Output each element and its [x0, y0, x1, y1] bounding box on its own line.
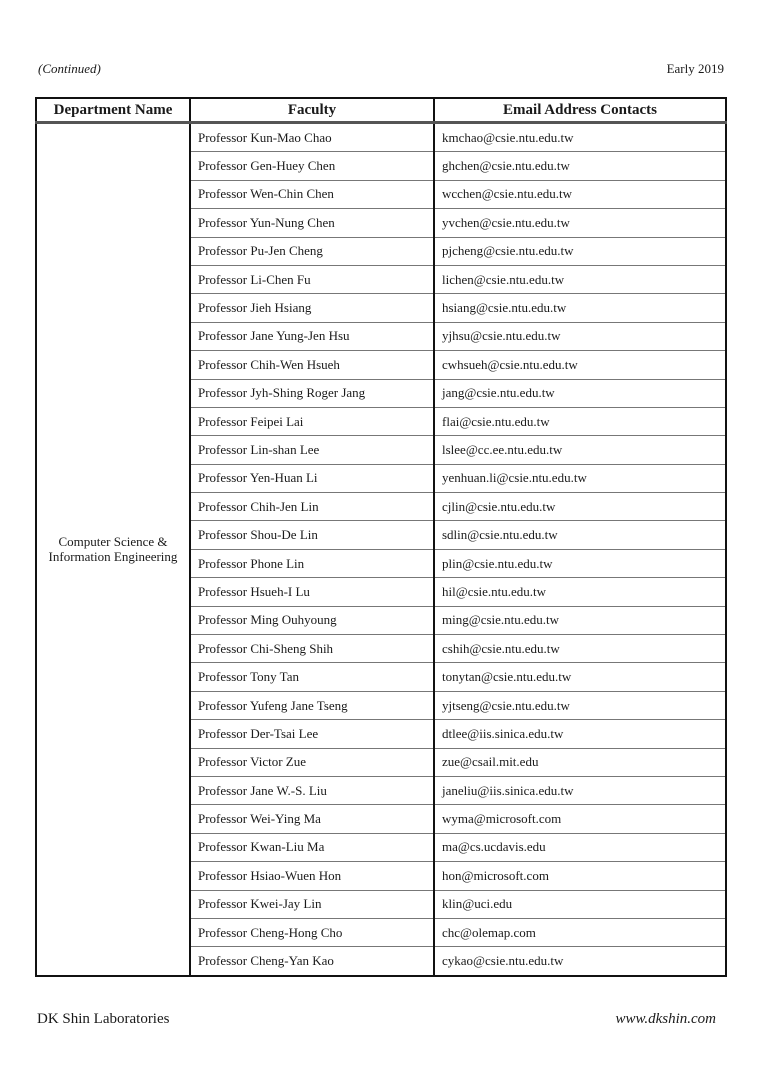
faculty-name-cell: Professor Yen-Huan Li — [190, 464, 434, 492]
column-header-faculty: Faculty — [190, 98, 434, 123]
email-cell[interactable]: jang@csie.ntu.edu.tw — [434, 379, 726, 407]
faculty-name-cell: Professor Der-Tsai Lee — [190, 720, 434, 748]
email-cell[interactable]: yvchen@csie.ntu.edu.tw — [434, 209, 726, 237]
faculty-name-cell: Professor Pu-Jen Cheng — [190, 237, 434, 265]
email-cell[interactable]: plin@csie.ntu.edu.tw — [434, 549, 726, 577]
email-cell[interactable]: yjtseng@csie.ntu.edu.tw — [434, 691, 726, 719]
date-label: Early 2019 — [666, 61, 724, 76]
faculty-name-cell: Professor Yun-Nung Chen — [190, 209, 434, 237]
faculty-name-cell: Professor Jyh-Shing Roger Jang — [190, 379, 434, 407]
email-cell[interactable]: cshih@csie.ntu.edu.tw — [434, 635, 726, 663]
department-name-cell: Computer Science & Information Engineering — [36, 123, 190, 976]
column-header-department: Department Name — [36, 98, 190, 123]
email-cell[interactable]: ma@cs.ucdavis.edu — [434, 833, 726, 861]
faculty-name-cell: Professor Feipei Lai — [190, 407, 434, 435]
faculty-name-cell: Professor Shou-De Lin — [190, 521, 434, 549]
table-body — [36, 123, 726, 976]
faculty-name-cell: Professor Kwan-Liu Ma — [190, 833, 434, 861]
table-row — [36, 123, 726, 152]
email-cell[interactable]: zue@csail.mit.edu — [434, 748, 726, 776]
email-cell[interactable]: cykao@csie.ntu.edu.tw — [434, 947, 726, 976]
faculty-name-cell: Professor Jane W.-S. Liu — [190, 776, 434, 804]
email-cell[interactable]: ghchen@csie.ntu.edu.tw — [434, 152, 726, 180]
email-cell[interactable]: tonytan@csie.ntu.edu.tw — [434, 663, 726, 691]
faculty-name-cell: Professor Victor Zue — [190, 748, 434, 776]
faculty-name-cell: Professor Hsueh-I Lu — [190, 578, 434, 606]
email-cell[interactable]: hon@microsoft.com — [434, 862, 726, 890]
email-cell[interactable]: hil@csie.ntu.edu.tw — [434, 578, 726, 606]
email-cell[interactable]: chc@olemap.com — [434, 918, 726, 946]
faculty-name-cell: Professor Yufeng Jane Tseng — [190, 691, 434, 719]
email-cell[interactable]: flai@csie.ntu.edu.tw — [434, 407, 726, 435]
email-cell[interactable]: wyma@microsoft.com — [434, 805, 726, 833]
email-cell[interactable]: pjcheng@csie.ntu.edu.tw — [434, 237, 726, 265]
email-cell[interactable]: cwhsueh@csie.ntu.edu.tw — [434, 351, 726, 379]
email-cell[interactable]: kmchao@csie.ntu.edu.tw — [434, 123, 726, 152]
faculty-name-cell: Professor Kwei-Jay Lin — [190, 890, 434, 918]
faculty-name-cell: Professor Ming Ouhyoung — [190, 606, 434, 634]
email-cell[interactable]: hsiang@csie.ntu.edu.tw — [434, 294, 726, 322]
email-cell[interactable]: klin@uci.edu — [434, 890, 726, 918]
faculty-name-cell: Professor Chih-Wen Hsueh — [190, 351, 434, 379]
faculty-name-cell: Professor Cheng-Yan Kao — [190, 947, 434, 976]
email-cell[interactable]: dtlee@iis.sinica.edu.tw — [434, 720, 726, 748]
faculty-contacts-table — [35, 97, 727, 977]
faculty-name-cell: Professor Tony Tan — [190, 663, 434, 691]
email-cell[interactable]: lichen@csie.ntu.edu.tw — [434, 265, 726, 293]
faculty-name-cell: Professor Cheng-Hong Cho — [190, 918, 434, 946]
email-cell[interactable]: wcchen@csie.ntu.edu.tw — [434, 180, 726, 208]
faculty-name-cell: Professor Jane Yung-Jen Hsu — [190, 322, 434, 350]
faculty-name-cell: Professor Hsiao-Wuen Hon — [190, 862, 434, 890]
email-cell[interactable]: yenhuan.li@csie.ntu.edu.tw — [434, 464, 726, 492]
faculty-name-cell: Professor Li-Chen Fu — [190, 265, 434, 293]
email-cell[interactable]: cjlin@csie.ntu.edu.tw — [434, 493, 726, 521]
table-header-row — [36, 98, 726, 123]
faculty-name-cell: Professor Phone Lin — [190, 549, 434, 577]
faculty-name-cell: Professor Wen-Chin Chen — [190, 180, 434, 208]
faculty-name-cell: Professor Wei-Ying Ma — [190, 805, 434, 833]
faculty-name-cell: Professor Chih-Jen Lin — [190, 493, 434, 521]
email-cell[interactable]: lslee@cc.ee.ntu.edu.tw — [434, 436, 726, 464]
footer-company: DK Shin Laboratories — [37, 1011, 170, 1027]
continued-label: (Continued) — [38, 61, 101, 76]
email-cell[interactable]: sdlin@csie.ntu.edu.tw — [434, 521, 726, 549]
faculty-name-cell: Professor Lin-shan Lee — [190, 436, 434, 464]
email-cell[interactable]: ming@csie.ntu.edu.tw — [434, 606, 726, 634]
column-header-email: Email Address Contacts — [434, 98, 726, 123]
footer-website[interactable]: www.dkshin.com — [615, 1011, 716, 1027]
faculty-name-cell: Professor Jieh Hsiang — [190, 294, 434, 322]
faculty-name-cell: Professor Gen-Huey Chen — [190, 152, 434, 180]
email-cell[interactable]: janeliu@iis.sinica.edu.tw — [434, 776, 726, 804]
email-cell[interactable]: yjhsu@csie.ntu.edu.tw — [434, 322, 726, 350]
faculty-name-cell: Professor Chi-Sheng Shih — [190, 635, 434, 663]
faculty-name-cell: Professor Kun-Mao Chao — [190, 123, 434, 152]
